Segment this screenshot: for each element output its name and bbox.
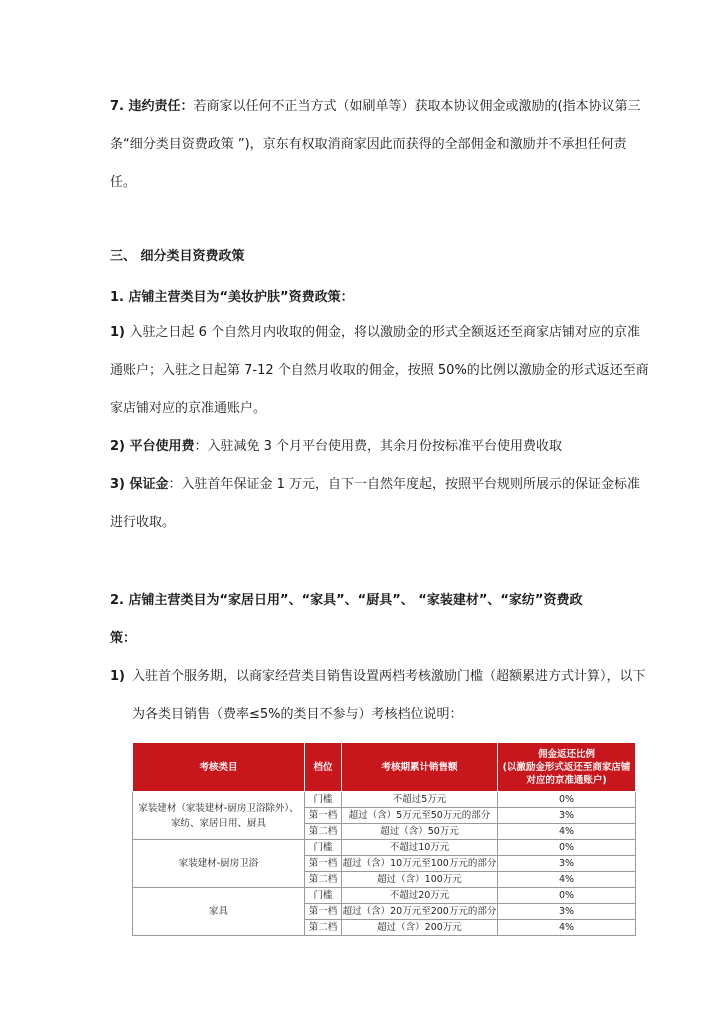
sales-cell: 超过（含）20万元至200万元的部分	[342, 904, 498, 920]
sales-cell: 超过（含）10万元至100万元的部分	[342, 856, 498, 872]
tier-cell: 第一档	[305, 856, 342, 872]
rate-cell: 0%	[498, 792, 636, 808]
rate-cell: 3%	[498, 856, 636, 872]
tier-cell: 门槛	[305, 792, 342, 808]
beauty-item2-text: ：入驻减免 3 个月平台使用费，其余月份按标准平台使用费收取	[194, 439, 563, 454]
section7-line2: 条“细分类目资费政策 ”)，京东有权取消商家因此而获得的全部佣金和激励并不承担任何责	[110, 137, 627, 152]
section7-text: 若商家以任何不正当方式（如刷单等）获取本协议佣金或激励的(指本协议第三	[193, 99, 641, 114]
table-row	[133, 888, 636, 904]
section7-title: 7. 违约责任：	[110, 99, 194, 114]
beauty-item1-text: 入驻之日起 6 个自然月内收取的佣金，将以激励金的形式全额返还至商家店铺对应的京准	[129, 325, 641, 340]
sales-cell: 超过（含）200万元	[342, 920, 498, 936]
sales-cell: 超过（含）50万元	[342, 824, 498, 840]
category-line1: 家装建材（家装建材-厨房卫浴除外）、	[138, 802, 299, 814]
sales-cell: 超过（含）100万元	[342, 872, 498, 888]
tier-cell: 第二档	[305, 824, 342, 840]
beauty-item1-line3: 家店铺对应的京准通账户。	[110, 401, 267, 416]
table-header-row	[133, 743, 636, 792]
sales-cell: 不超过20万元	[342, 888, 498, 904]
sales-cell: 不超过5万元	[342, 792, 498, 808]
home-heading-line1: 2. 店铺主营类目为“家居日用”、“家具”、“厨具”、 “家装建材”、“家纺”资费政	[110, 593, 583, 608]
beauty-item3-text: ：入驻首年保证金 1 万元，自下一自然年度起，按照平台规则所展示的保证金标准	[168, 477, 641, 492]
home-heading-line2: 策：	[110, 631, 137, 646]
category-line2: 家纺、家居日用、厨具	[170, 817, 266, 829]
sales-cell: 不超过10万元	[342, 840, 498, 856]
rate-cell: 4%	[498, 920, 636, 936]
beauty-item3-label: 3) 保证金	[110, 477, 169, 492]
header-category: 考核类目	[133, 743, 305, 792]
rate-cell: 3%	[498, 808, 636, 824]
tier-cell: 第一档	[305, 808, 342, 824]
section3-heading: 三、 细分类目资费政策	[110, 249, 245, 264]
beauty-item2	[110, 438, 562, 456]
beauty-item1-label: 1)	[110, 325, 130, 340]
section7-line3: 任。	[110, 175, 137, 190]
home-item1-label: 1)	[110, 669, 125, 684]
beauty-item2-label: 2) 平台使用费	[110, 439, 195, 454]
beauty-heading: 1. 店铺主营类目为“美妆护肤”资费政策：	[110, 290, 354, 305]
table-row	[133, 840, 636, 856]
rate-cell: 0%	[498, 888, 636, 904]
beauty-item3-line2: 进行收取。	[110, 515, 176, 530]
table-row	[133, 792, 636, 808]
rate-cell: 3%	[498, 904, 636, 920]
category-line1: 家具	[208, 906, 228, 917]
tier-cell: 门槛	[305, 888, 342, 904]
tier-cell: 第一档	[305, 904, 342, 920]
tier-cell: 门槛	[305, 840, 342, 856]
home-item1-line2: 为各类目销售（费率≤5%的类目不参与）考核档位说明：	[132, 707, 463, 722]
beauty-item3-line1	[110, 476, 640, 494]
rate-cell: 4%	[498, 872, 636, 888]
commission-table	[132, 742, 636, 936]
category-cell	[133, 840, 305, 888]
header-rate-line1: 佣金返还比例	[537, 748, 595, 760]
header-rate-line3: 对应的京准通账户)	[526, 774, 607, 786]
header-rate-line2: (以激励金形式返还至商家店铺	[502, 761, 631, 773]
section7-line1	[110, 98, 641, 116]
category-cell	[133, 792, 305, 840]
tier-cell: 第二档	[305, 872, 342, 888]
header-rate	[498, 743, 636, 792]
beauty-item1-line1	[110, 324, 640, 342]
header-sales: 考核期累计销售额	[342, 743, 498, 792]
category-line1: 家装建材-厨房卫浴	[178, 858, 259, 869]
tier-cell: 第二档	[305, 920, 342, 936]
home-item1-line1: 入驻首个服务期，以商家经营类目销售设置两档考核激励门槛（超额累进方式计算），以下	[132, 669, 646, 684]
beauty-item1-line2: 通账户；入驻之日起第 7-12 个自然月收取的佣金，按照 50%的比例以激励金的形式返还至商	[110, 363, 649, 378]
rate-cell: 0%	[498, 840, 636, 856]
category-cell	[133, 888, 305, 936]
header-tier: 档位	[305, 743, 342, 792]
rate-cell: 4%	[498, 824, 636, 840]
sales-cell: 超过（含）5万元至50万元的部分	[342, 808, 498, 824]
